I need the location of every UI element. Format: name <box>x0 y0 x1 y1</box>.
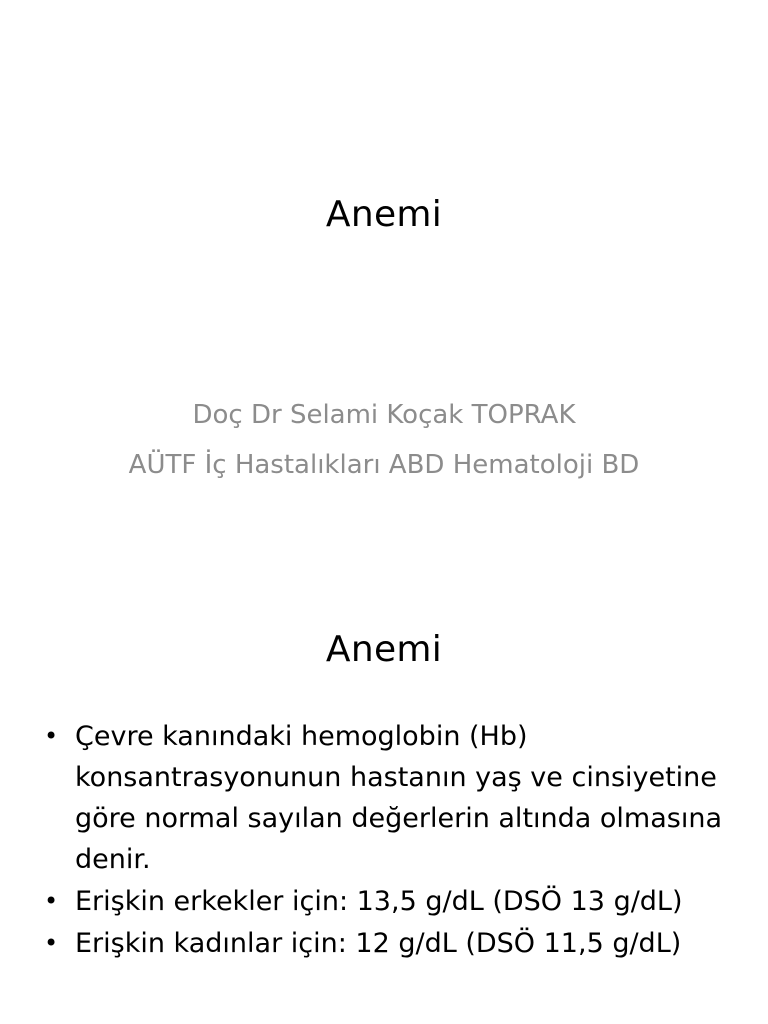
content-slide <box>0 576 768 1024</box>
author-name: Doç Dr Selami Koçak TOPRAK <box>192 400 576 430</box>
bullet-text: Çevre kanındaki hemoglobin (Hb) konsantrasyonunun hastanın yaş ve cinsiyetine göre normal sayılan değerlerin altında olmasına denir. <box>75 721 722 875</box>
list-item <box>44 923 744 964</box>
bullet-icon: • <box>44 887 59 915</box>
bullet-text: Erişkin kadınlar için: 12 g/dL (DSÖ 11,5 g/dL) <box>75 928 682 959</box>
list-item <box>44 881 744 922</box>
list-item <box>44 716 744 880</box>
bullet-icon: • <box>44 929 59 957</box>
bullet-icon: • <box>44 722 59 750</box>
slide-title: Anemi <box>325 629 443 670</box>
bullet-text: Erişkin erkekler için: 13,5 g/dL (DSÖ 13 g/dL) <box>75 886 683 917</box>
slide-subtitle <box>0 390 768 490</box>
bullet-list <box>44 716 744 965</box>
author-affiliation: AÜTF İç Hastalıkları ABD Hematoloji BD <box>128 450 640 480</box>
slide-title: Anemi <box>325 194 443 235</box>
